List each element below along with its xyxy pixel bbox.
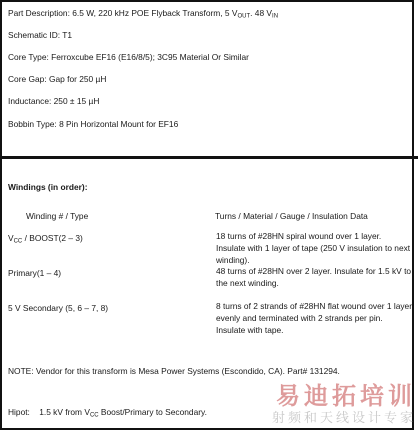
part-description: Part Description: 6.5 W, 220 kHz POE Flyback Transform, 5 $V_{OUT}$. 48 $V_{IN}$ xyxy=(8,8,279,20)
watermark-logo xyxy=(248,384,416,428)
column-header-turns: Turns / Material / Gauge / Insulation Data xyxy=(215,211,368,221)
watermark-subtitle: 射频和天线设计专家 xyxy=(271,410,416,425)
winding-row-secondary-label: 5 V Secondary (5, 6 – 7, 8) xyxy=(8,303,109,313)
inductance: Inductance: 250 ± 15 µH xyxy=(8,96,100,106)
winding-row-primary-data: 48 turns of #28HN over 2 layer. Insulate for 1.5 kV to the next winding. xyxy=(216,266,412,288)
winding-row-primary-label: Primary(1 – 4) xyxy=(8,268,62,278)
column-header-winding: Winding # / Type xyxy=(26,211,89,221)
vendor-note: NOTE: Vendor for this transform is Mesa Power Systems (Escondido, CA). Part# 131294. xyxy=(8,366,340,376)
schematic-id: Schematic ID: T1 xyxy=(8,30,73,40)
core-type: Core Type: Ferroxcube EF16 (E16/8/5); 3C95 Material Or Similar xyxy=(8,52,249,62)
winding-row-secondary-data: 8 turns of 2 strands of #28HN flat wound over 1 layer evenly and terminated with 2 strands per pin. Insulate with tape. xyxy=(216,301,412,335)
hipot-line: Hipot: 1.5 kV from $V_{CC}$ Boost/Primary to Secondary. xyxy=(8,407,207,419)
windings-title: Windings (in order): xyxy=(8,182,88,192)
winding-row-vcc-label: $V_{CC}$ / BOOST(2 – 3) xyxy=(8,233,83,245)
bobbin-type: Bobbin Type: 8 Pin Horizontal Mount for EF16 xyxy=(8,119,179,129)
watermark-title: 易迪拓培训 xyxy=(276,383,416,410)
core-gap: Core Gap: Gap for 250 µH xyxy=(8,74,107,84)
winding-row-vcc-data: 18 turns of #28HN spiral wound over 1 layer. Insulate with 1 layer of tape (250 V insulation to next winding). xyxy=(216,231,411,265)
